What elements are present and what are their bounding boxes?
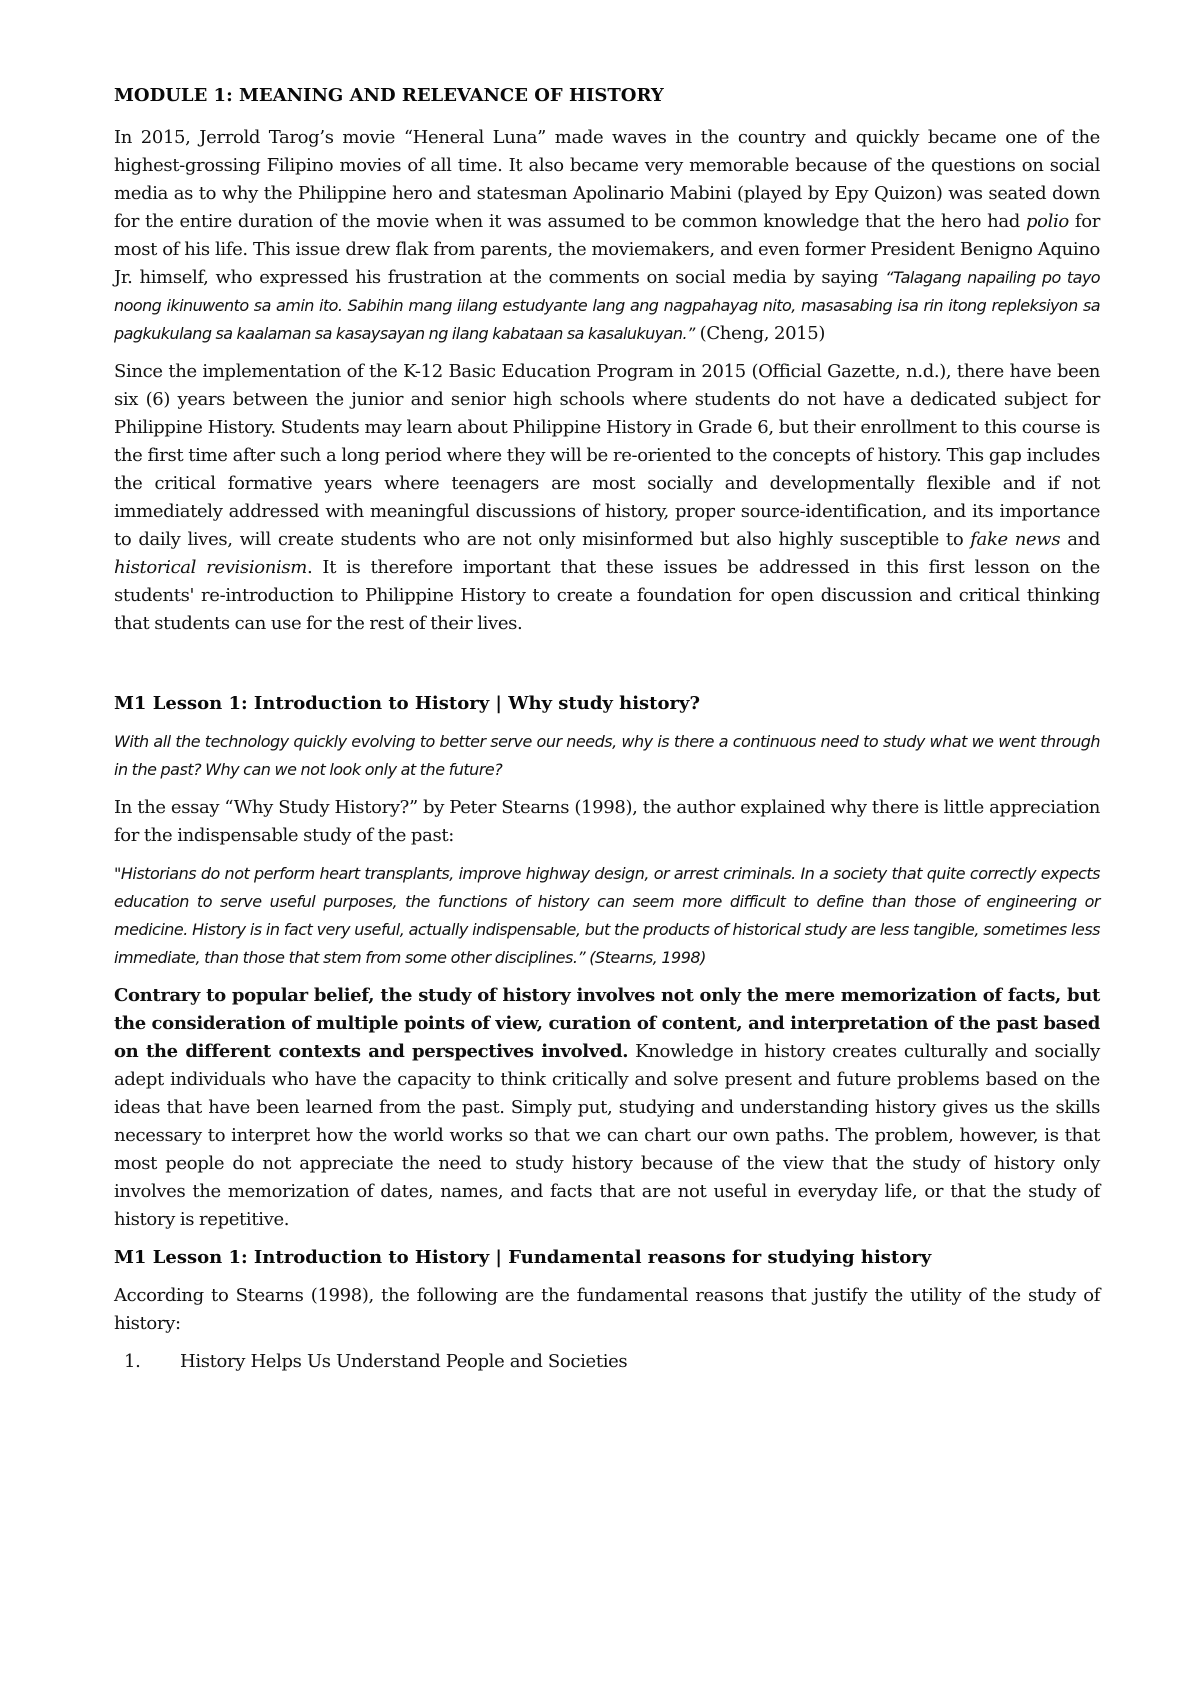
intro-paragraph-2: Since the implementation of the K-12 Basic Education Program in 2015 (Official Gazette, n.d.), there have been six (6) years between the junior and senior high schools where students do not have a dedicated subject for Philippine History. Students may learn about Philippine History in Grade 6, but their enrollment to this course is the first time after such a long period where they will be re-oriented to the concepts of history. This gap includes the critical formative years where teenagers are most socially and developmentally flexible and if not immediately addressed with meaningful discussions of history, proper source-identification, and its importance to daily lives, will create students who are not only misinformed but also highly susceptible to fake news and historical revisionism. It is therefore important that these issues be addressed in this first lesson on the students' re-introduction to Philippine History to create a foundation for open discussion and critical thinking that students can use for the rest of their lives. (114, 361, 1100, 634)
essay-intro-paragraph: In the essay “Why Study History?” by Peter Stearns (1998), the author explained why there is little appreciation for the indispensable study of the past: (114, 797, 1100, 846)
fundamental-reasons-intro: According to Stearns (1998), the following are the fundamental reasons that justify the utility of the study of history: (114, 1285, 1100, 1334)
section-spacer (114, 648, 1100, 690)
history-importance-paragraph: Contrary to popular belief, the study of history involves not only the mere memorization of facts, but the consideration of multiple points of view, curation of content, and interpretation of the past based on the different contexts and perspectives involved. Knowledge in history creates culturally and socially adept individuals who have the capacity to think critically and solve present and future problems based on the ideas that have been learned from the past. Simply put, studying and understanding history gives us the skills necessary to interpret how the world works so that we can chart our own paths. The problem, however, is that most people do not appreciate the need to study history because of the view that the study of history only involves the memorization of dates, names, and facts that are not useful in everyday life, or that the study of history is repetitive. (114, 985, 1100, 1230)
module-title: MODULE 1: MEANING AND RELEVANCE OF HISTORY (114, 85, 664, 106)
intro-paragraph-1: In 2015, Jerrold Tarog’s movie “Heneral Luna” made waves in the country and quickly became one of the highest-grossing Filipino movies of all time. It also became very memorable because of the questions on social media as to why the Philippine hero and statesman Apolinario Mabini (played by Epy Quizon) was seated down for the entire duration of the movie when it was assumed to be common knowledge that the hero had polio for most of his life. This issue drew flak from parents, the moviemakers, and even former President Benigno Aquino Jr. himself, who expressed his frustration at the comments on social media by saying “Talagang napailing po tayo noong ikinuwento sa amin ito. Sabihin mang iilang estudyante lang ang nagpahayag nito, masasabing isa rin itong repleksiyon sa pagkukulang sa kaalaman sa kasaysayan ng ilang kabataan sa kasalukuyan.” (Cheng, 2015) (114, 127, 1100, 344)
stearns-quote: "Historians do not perform heart transplants, improve highway design, or arrest criminals. In a society that quite correctly expects education to serve useful purposes, the functions of history can seem more difficult to define than those of engineering or medicine. History is in fact very useful, actually indispensable, but the products of historical study are less tangible, sometimes less immediate, than those that stem from some other disciplines.” (Stearns, 1998) (114, 864, 1100, 967)
guiding-question: With all the technology quickly evolving to better serve our needs, why is there a continuous need to study what we went through in the past? Why can we not look only at the future? (114, 732, 1100, 779)
aquino-quote: “Talagang napailing po tayo noong ikinuwento sa amin ito. Sabihin mang iilang estudyante lang ang nagpahayag nito, masasabing isa rin itong repleksiyon sa pagkukulang sa kaalaman sa kasaysayan ng ilang kabataan sa kasalukuyan.” (114, 268, 1100, 343)
fake-news-term: fake news (970, 529, 1061, 550)
polio-term: polio (1025, 211, 1069, 232)
lesson-heading-fundamental-reasons: M1 Lesson 1: Introduction to History | Fundamental reasons for studying history (114, 1247, 932, 1268)
citation: (Cheng, 2015) (694, 323, 826, 344)
reasons-list (114, 1348, 1100, 1376)
bold-lead-sentence: Contrary to popular belief, the study of history involves not only the mere memorization of facts, but the consideration of multiple points of view, curation of content, and interpretation of the past based on the different contexts and perspectives involved. (114, 985, 1100, 1062)
revisionism-term: historical revisionism (114, 557, 307, 578)
lesson-heading-why-study: M1 Lesson 1: Introduction to History | Why study history? (114, 693, 700, 714)
list-item: 1. History Helps Us Understand People and Societies (124, 1351, 628, 1372)
